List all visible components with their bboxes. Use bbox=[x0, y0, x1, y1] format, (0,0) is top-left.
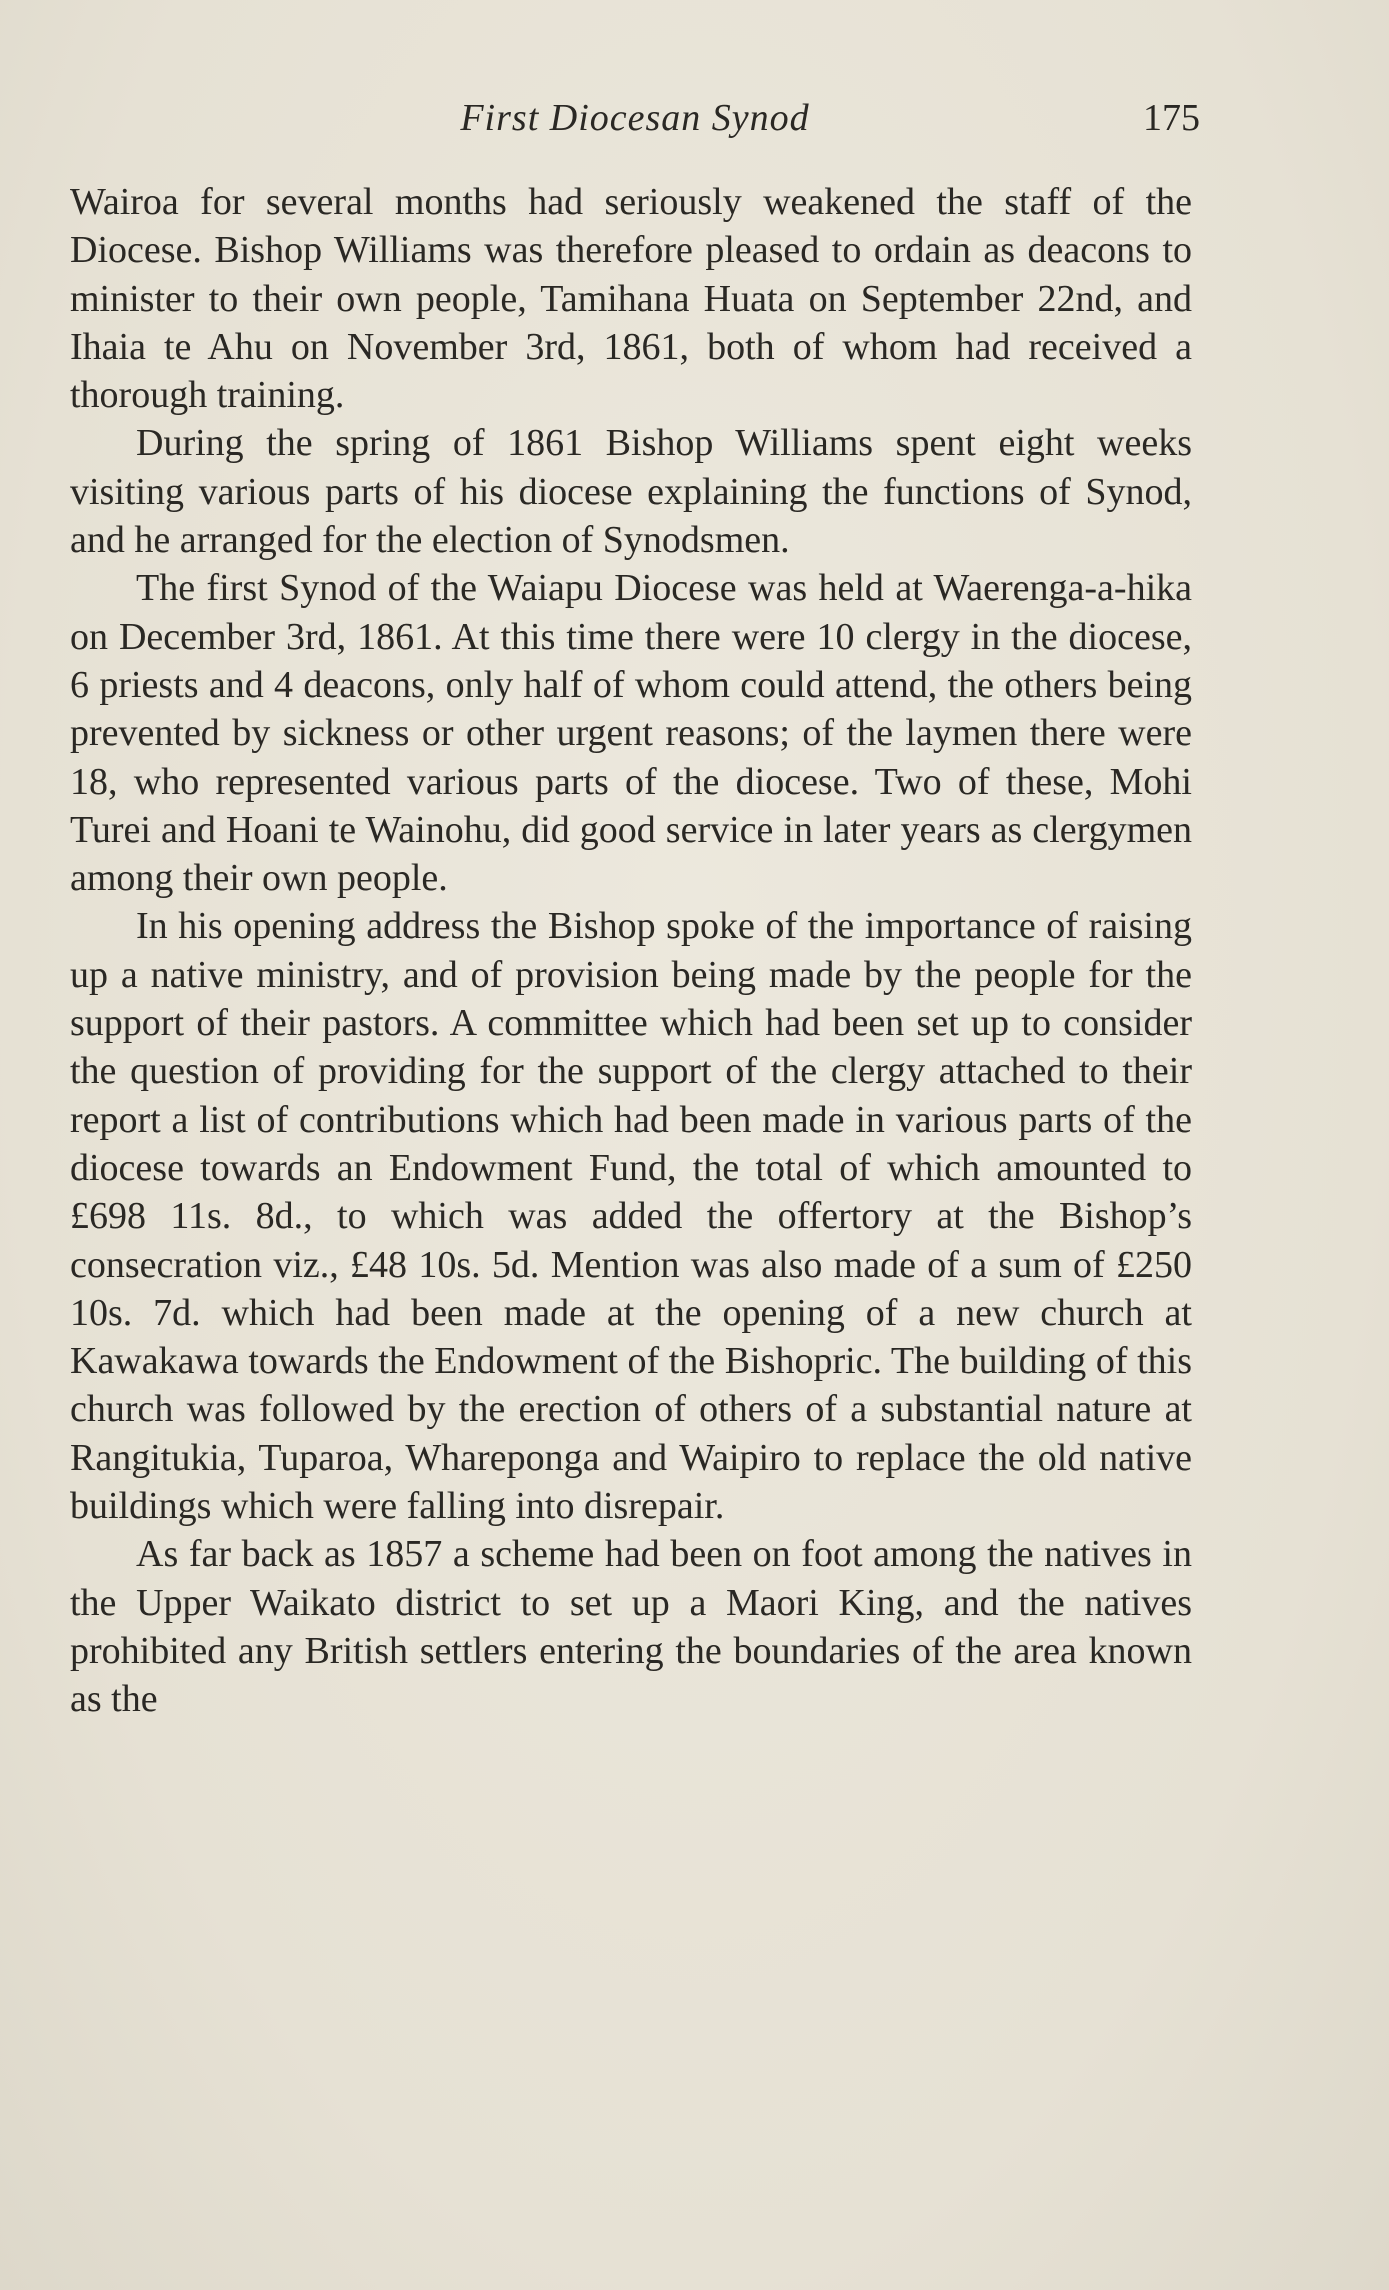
page-number: 175 bbox=[1143, 97, 1200, 139]
running-title: First Diocesan Synod bbox=[460, 97, 810, 139]
body-text bbox=[70, 178, 1192, 1724]
paragraph-opening-address: In his opening address the Bishop spoke of the importance of raising up a native ministry, and of provision being made by the people for the support of their pastors. A committee which had been set up to consider the question of providing for the support of the clergy attached to their report a list of contributions which had been made in various parts of the diocese towards an Endowment Fund, the total of which amounted to £698 11s. 8d., to which was added the offertory at the Bishop’s consecration viz., £48 10s. 5d. Mention was also made of a sum of £250 10s. 7d. which had been made at the opening of a new church at Kawakawa towards the Endowment of the Bishopric. The building of this church was followed by the erection of others of a substantial nature at Rangitukia, Tuparoa, Whareponga and Waipiro to replace the old native buildings which were falling into disrepair. bbox=[70, 905, 1192, 1528]
paragraph-maori-king: As far back as 1857 a scheme had been on foot among the natives in the Upper Waikato district to set up a Maori King, and the natives prohibited any British settlers entering the boundaries of the area known as the bbox=[70, 1533, 1192, 1721]
paragraph-first-synod: The first Synod of the Waiapu Diocese was held at Waerenga-a-hika on December 3rd, 1861. At this time there were 10 clergy in the diocese, 6 priests and 4 deacons, only half of whom could attend, the others being prevented by sickness or other urgent reasons; of the laymen there were 18, who represented various parts of the diocese. Two of these, Mohi Turei and Hoani te Wainohu, did good service in later years as clergymen among their own people. bbox=[70, 567, 1192, 900]
paragraph-spring-visit: During the spring of 1861 Bishop Williams spent eight weeks visiting various parts of his diocese explaining the functions of Synod, and he arranged for the election of Synodsmen. bbox=[70, 422, 1192, 562]
page-header bbox=[70, 96, 1200, 156]
paragraph-continuation: Wairoa for several months had seriously weakened the staff of the Diocese. Bishop Williams was therefore pleased to ordain as deacons to minister to their own people, Tamihana Huata on September 22nd, and Ihaia te Ahu on November 3rd, 1861, both of whom had received a thorough training. bbox=[70, 181, 1192, 417]
